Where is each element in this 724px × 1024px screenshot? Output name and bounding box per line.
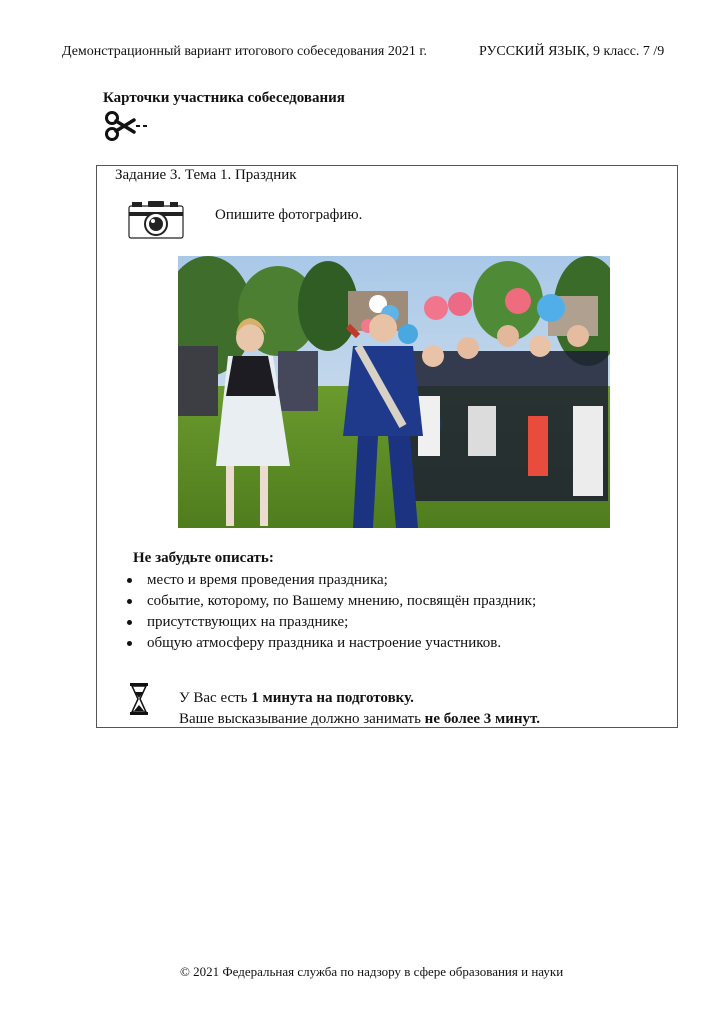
graduation-photo [178, 256, 610, 528]
prep-time-value: 1 минута на подготовку. [251, 690, 414, 706]
answer-time-value: не более 3 минут. [424, 711, 541, 727]
task-instruction: Опишите фотографию. [215, 207, 363, 223]
answer-time [179, 711, 540, 728]
prep-time-text: У Вас есть [179, 690, 252, 706]
footer-copyright: © 2021 Федеральная служба по надзору в сфере образования и науки [180, 964, 564, 979]
scissors-icon [104, 110, 148, 142]
prep-time [179, 690, 414, 707]
cards-title: Карточки участника собеседования [103, 90, 345, 106]
camera-icon [128, 200, 184, 240]
answer-time-text: Ваше высказывание должно занимать [179, 711, 425, 727]
list-item: событие, которому, по Вашему мнению, посвящён праздник; [125, 591, 536, 612]
header-right: РУССКИЙ ЯЗЫК, 9 класс. 7 /9 [479, 44, 665, 59]
hourglass-icon [129, 682, 149, 716]
list-item: общую атмосферу праздника и настроение участников. [125, 633, 536, 654]
task-title: Задание 3. Тема 1. Праздник [115, 167, 297, 183]
remember-heading: Не забудьте описать: [133, 550, 274, 566]
header-left: Демонстрационный вариант итогового собеседования 2021 г. [62, 44, 428, 59]
list-item: место и время проведения праздника; [125, 570, 536, 591]
remember-list [125, 570, 536, 654]
list-item: присутствующих на празднике; [125, 612, 536, 633]
